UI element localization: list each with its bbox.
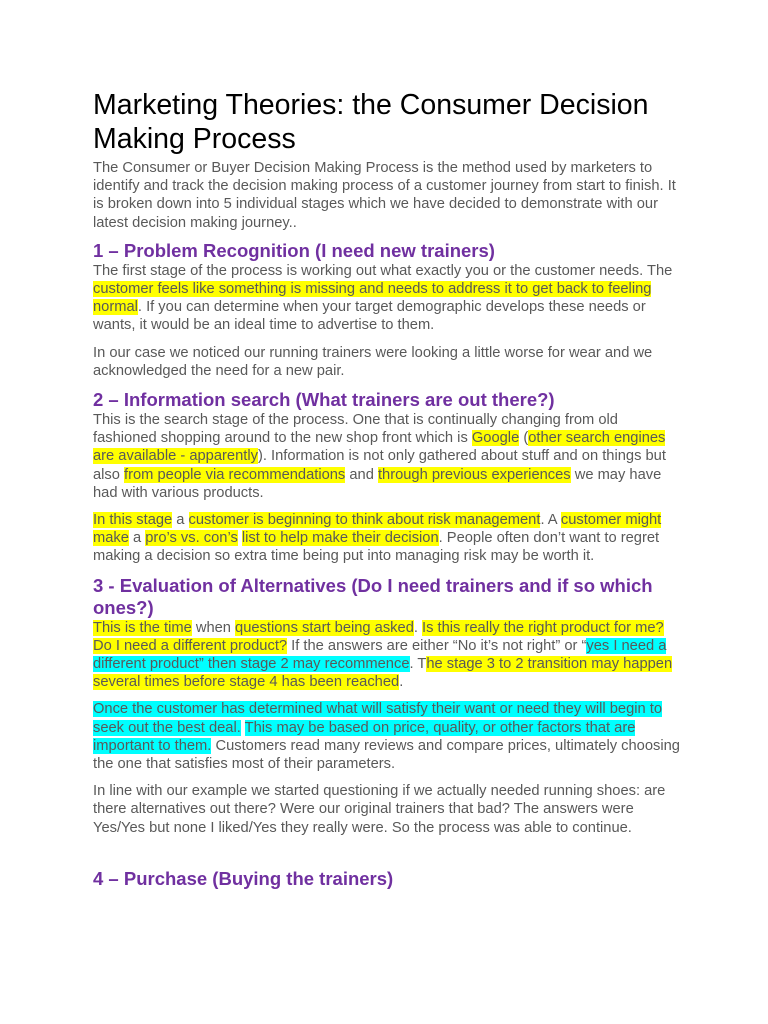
highlighted-text: through previous experiences: [377, 466, 571, 483]
document-body: [93, 88, 685, 890]
text-run: .: [399, 674, 404, 691]
text-run: we may have had with various products.: [93, 466, 662, 501]
best-deal-paragraph: [93, 700, 685, 773]
text-run: This is the search stage of the process. One that is continually changing from old fashioned shopping around to the new shop front which is: [93, 412, 618, 447]
text-run: ). Information is not only gathered about stuff and on things but also: [93, 448, 666, 483]
text-run: a: [128, 530, 146, 547]
section-heading-evaluation-of-alternatives: 3 - Evaluation of Alternatives (Do I need trainers and if so which ones?): [93, 574, 653, 618]
highlighted-text: Google: [471, 430, 520, 447]
highlighted-text: This is the time: [93, 619, 192, 636]
problem-recognition-example-paragraph: In our case we noticed our running trainers were looking a little worse for wear and we acknowledged the need for a new pair.: [93, 344, 653, 379]
cyan-highlighted-text: This may be based on price, quality, or other factors that are important to them.: [93, 719, 636, 754]
evaluation-example-paragraph: In line with our example we started questioning if we actually needed running shoes: are there alternatives out there? Were our original trainers that bad? The answers were Yes/Yes but none I liked/Yes they really were. So the process was able to continue.: [93, 783, 666, 836]
evaluation-paragraph: [93, 619, 685, 692]
section-heading-information-search: 2 – Information search (What trainers are out there?): [93, 389, 555, 411]
text-run: If the answers are either “No it’s not right” or “: [287, 637, 587, 654]
problem-recognition-paragraph: [93, 262, 685, 335]
information-search-paragraph: [93, 411, 685, 502]
highlighted-text: In this stage: [93, 512, 173, 529]
text-run: . T: [409, 656, 427, 673]
text-run: Customers read many reviews and compare prices, ultimately choosing the one that satisfies most of their parameters.: [93, 737, 680, 773]
highlighted-text: pro’s vs. con’s: [145, 530, 238, 547]
section-heading-problem-recognition: 1 – Problem Recognition (I need new trainers): [93, 239, 495, 261]
highlighted-text: list to help make their decision: [241, 530, 439, 547]
highlighted-text: from people via recommendations: [124, 466, 346, 483]
text-run: .: [413, 619, 423, 636]
risk-management-paragraph: [93, 511, 685, 566]
cyan-highlighted-text: Once the customer has determined what will satisfy their want or need they will begin to seek out the best deal.: [93, 701, 663, 736]
text-run: and: [345, 466, 378, 483]
page-title: Marketing Theories: the Consumer Decision Making Process: [93, 89, 649, 155]
section-heading-purchase: 4 – Purchase (Buying the trainers): [93, 867, 394, 889]
highlighted-text: customer might make: [93, 512, 662, 547]
text-run: . If you can determine when your target demographic develops these needs or wants, it would be an ideal time to advertise to them.: [93, 299, 646, 334]
highlighted-text: Is this really the right product for me? Do I need a different product?: [93, 619, 664, 654]
highlighted-text: customer feels like something is missing and needs to address it to get back to feeling normal: [93, 281, 652, 316]
text-run: (: [519, 430, 529, 447]
text-run: . A: [540, 512, 561, 529]
highlighted-text: other search engines are available - apparently: [93, 430, 666, 465]
highlighted-text: customer is beginning to think about risk management: [188, 512, 541, 529]
highlighted-text: he stage 3 to 2 transition may happen several times before stage 4 has been reached: [93, 656, 673, 691]
highlighted-text: questions start being asked: [235, 619, 414, 636]
text-run: . People often don’t want to regret making a decision so extra time being put into managing risk may be worth it.: [93, 530, 660, 565]
text-run: The first stage of the process is working out what exactly you or the customer needs. The: [93, 262, 673, 279]
intro-paragraph: The Consumer or Buyer Decision Making Process is the method used by marketers to identify and track the decision making process of a customer journey from start to finish. It is broken down into 5 individual stages which we have decided to demonstrate with our latest decision making journey..: [93, 160, 676, 231]
cyan-highlighted-text: yes I need a different product” then stage 2 may recommence: [93, 637, 667, 673]
text-run: when: [191, 619, 236, 636]
text-run: a: [172, 512, 189, 529]
